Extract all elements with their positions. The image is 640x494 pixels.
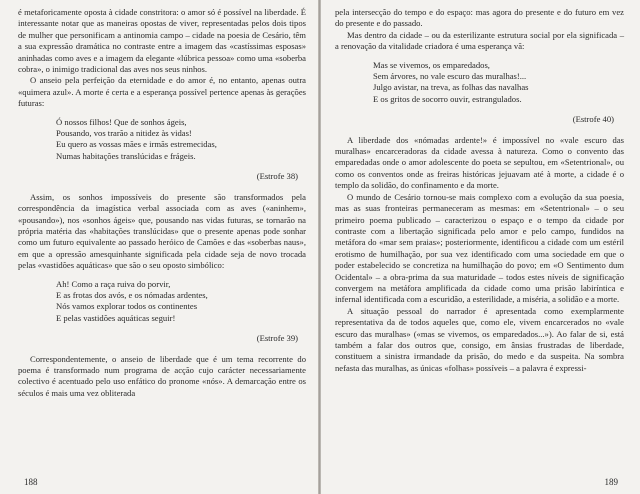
paragraph: A situação pessoal do narrador é apresentada como exemplarmente representativa da de todos aqueles que, como ele, vivem encarcerados no «vale escuro das muralhas» («mas se vivemos, os emparedados...»). Ao falar de si, está também a falar dos outros que, consigo, em ânsias frustradas de liberdade, constituem a sinistra irmandade da prisão, do medo e da suspeita. Na sombra nefasta das muralhas, as únicas «folhas» possíveis – a palavra é expressi-: [335, 305, 624, 373]
left-page: [0, 0, 318, 494]
verse-line: E as frotas dos avós, e os nómadas ardentes,: [56, 289, 208, 300]
verse-line: Numas habitações translúcidas e frágeis.: [56, 150, 196, 161]
page-number: 189: [604, 477, 618, 487]
strophe-reference: (Estrofe 40): [572, 114, 614, 125]
verse-line: Sem árvores, no vale escuro das muralhas!...: [373, 71, 527, 82]
verse-line: Julgo avistar, na treva, as folhas das navalhas: [373, 82, 529, 93]
verse-line: Ah! Como a raça ruiva do porvir,: [56, 278, 171, 289]
right-page: [321, 0, 640, 494]
paragraph: Correspondentemente, o anseio de liberdade que é um tema recorrente do poema é transformado num programa de acção cujo carácter necessariamente colectivo é acentuado pelo uso enfático do pronome «nós». A demarcação entre os séculos é mais uma vez obliterada: [18, 353, 306, 398]
paragraph: é metaforicamente oposta à cidade constritora: o amor só é possível na liberdade. É interessante notar que as maneiras opostas de viver, representadas pelos dois tipos de mulher que personificam a antinomia campo – cidade na poesia de Cesário, têm a sua expressão dramática no contraste entre a imagem das «castíssimas esposas» aninhadas como aves e a imagem da elegante «lúbrica pessoa» como uma «soberba cobra», o inimigo tradicional das aves nos seus ninhos.: [18, 7, 306, 75]
paragraph: O mundo de Cesário tornou-se mais complexo com a evolução da sua poesia, mas as suas fronteiras permaneceram as mesmas: em «Setentrional» – o seu primeiro poema publicado – caracterizou o espaço e o tempo da cidade por contraste com a libertação significada pelo amor e pelo campo, fundidos na metáfora do «mar sem praias»; posteriormente, identificou a cidade com um estéril erotismo de humilhação, por sua vez identificado com uma sociedade em que o poder estabelecido se concretiza na humilhação do povo; em «O Sentimento dum Ocidental» – a obra-prima da sua maturidade – todos estes níveis de significação convergem na metáfora amplificada da cidade como uma prisão labiríntica e infernal identificada com a escuridão, a esterilidade, a miséria, a solidão e a morte.: [335, 191, 624, 305]
verse-line: Nós vamos explorar todos os continentes: [56, 301, 198, 312]
verse-line: E pelas vastidões aquáticas seguir!: [56, 312, 176, 323]
paragraph: A liberdade dos «nómadas ardente!» é impossível no «vale escuro das muralhas» encarceradoras da cidade avessa à natureza. Como o convento das emparedadas onde o amor adolescente do poeta se sepultou, em «Setentrional», ou como os conventos onde as freiras históricas jejuavam até à morte, a cidade é o templo da solidão, do confinamento e da morte.: [335, 134, 624, 191]
verse-line: Ó nossos filhos! Que de sonhos ágeis,: [56, 116, 187, 127]
verse-line: Mas se vivemos, os emparedados,: [373, 59, 490, 70]
verse-block: [56, 279, 306, 325]
paragraph: O anseio pela perfeição da eternidade e do amor é, no entanto, apenas outra «quimera azul». A morte é certa e a esperança possível pertence apenas às gerações futuras:: [18, 75, 306, 109]
paragraph: Mas dentro da cidade – ou da esterilizante estrutura social por ela significada – a renovação da vitalidade criadora é uma esperança vã:: [335, 29, 624, 52]
paragraph: Assim, os sonhos impossíveis do presente são transformados pela correspondência da imagística verbal associada com as aves («aninhem», «pousando»), nos «sonhos ágeis» que, pousando nas vidas futuras, se tornarão na própria matéria das «habitações translúcidas» que o presente apenas pode sonhar como um futuro equivalente ao passado heróico de Camões e das «soberbas naus», em que a opressão amesquinhante significada pela cidade seja de novo trocada pelas «vastidões aquáticas» que são o seu oposto simbólico:: [18, 191, 306, 271]
strophe-reference: (Estrofe 39): [256, 333, 298, 344]
strophe-reference: (Estrofe 38): [256, 171, 298, 182]
verse-block: [56, 117, 306, 163]
verse-line: Pousando, vos trarão a nitidez às vidas!: [56, 128, 192, 139]
verse-line: Eu quero as vossas mães e irmãs estremecidas,: [56, 139, 217, 150]
verse-line: E os gritos de socorro ouvir, estrangulados.: [373, 93, 522, 104]
page-number: 188: [24, 477, 38, 487]
verse-block: [373, 60, 624, 106]
paragraph: pela intersecção do tempo e do espaço: mas agora do presente e do futuro em vez do presente e do passado.: [335, 7, 624, 29]
